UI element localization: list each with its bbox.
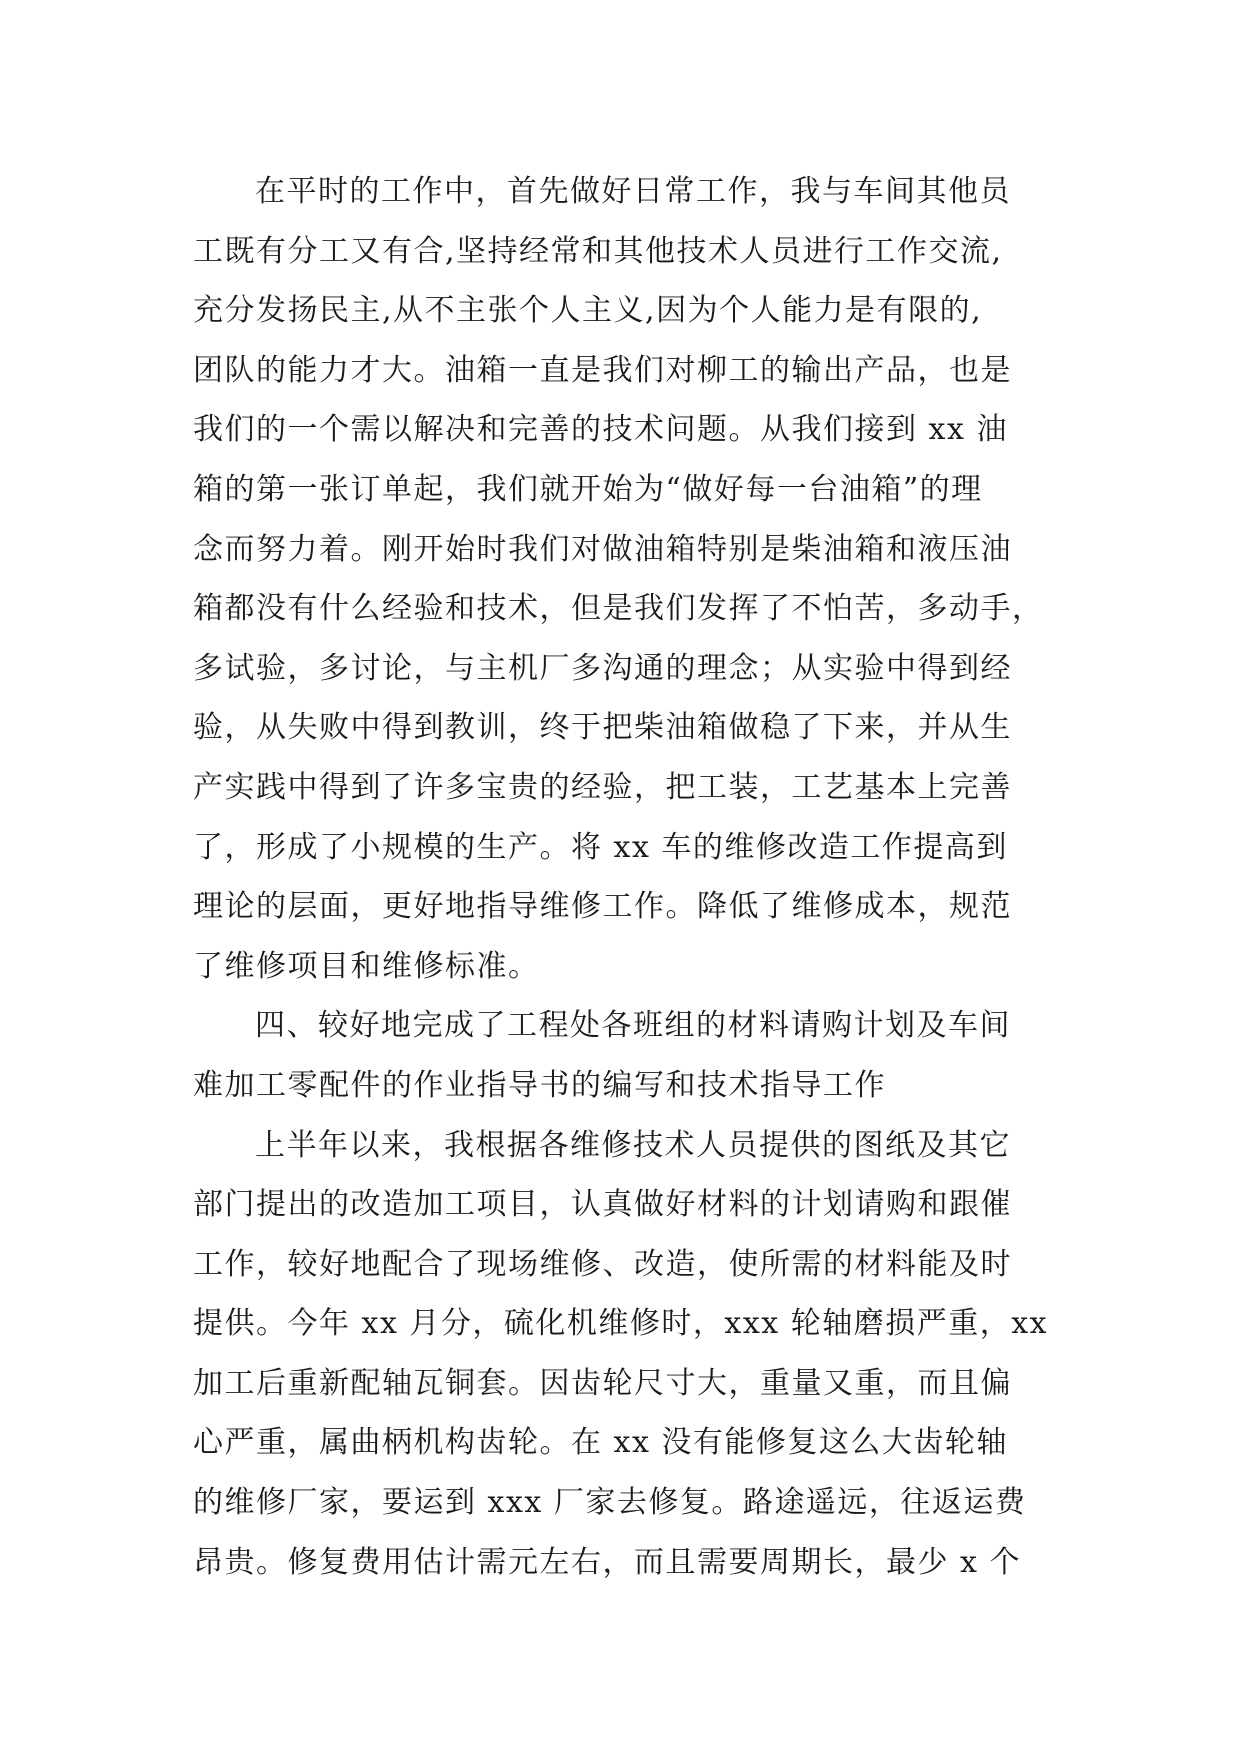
paragraph-line: 了维修项目和维修标准。 <box>193 948 540 984</box>
paragraph-line: 箱都没有什么经验和技术，但是我们发挥了不怕苦，多动手， <box>193 591 1044 627</box>
paragraph-line: 充分发扬民主,从不主张个人主义,因为个人能力是有限的, <box>193 293 983 329</box>
paragraph-line: 了，形成了小规模的生产。将 xx 车的维修改造工作提高到 <box>193 829 1008 865</box>
body-text <box>193 162 1073 1592</box>
paragraph-line: 昂贵。修复费用估计需元左右，而且需要周期长，最少 x 个 <box>193 1544 1021 1580</box>
paragraph-line: 心严重，属曲柄机构齿轮。在 xx 没有能修复这么大齿轮轴 <box>193 1425 1008 1461</box>
paragraph-line: 多试验，多讨论，与主机厂多沟通的理念；从实验中得到经 <box>193 650 1012 686</box>
paragraph-line: 念而努力着。刚开始时我们对做油箱特别是柴油箱和液压油 <box>193 531 1012 567</box>
paragraph-line: 我们的一个需以解决和完善的技术问题。从我们接到 xx 油 <box>193 412 1008 448</box>
paragraph-line: 提供。今年 xx 月分，硫化机维修时，xxx 轮轴磨损严重，xx <box>193 1306 1049 1342</box>
paragraph-line: 的维修厂家，要运到 xxx 厂家去修复。路途遥远，往返运费 <box>193 1485 1027 1521</box>
paragraph-line: 工作，较好地配合了现场维修、改造，使所需的材料能及时 <box>193 1246 1012 1282</box>
paragraph-line: 验，从失败中得到教训，终于把柴油箱做稳了下来，并从生 <box>193 710 1012 746</box>
paragraph-line: 产实践中得到了许多宝贵的经验，把工装，工艺基本上完善 <box>193 769 1012 805</box>
paragraph-line: 理论的层面，更好地指导维修工作。降低了维修成本，规范 <box>193 889 1012 925</box>
paragraph-line: 箱的第一张订单起，我们就开始为“做好每一台油箱”的理 <box>193 471 983 507</box>
paragraph-line: 工既有分工又有合,坚持经常和其他技术人员进行工作交流, <box>193 233 1003 269</box>
paragraph-line: 团队的能力才大。油箱一直是我们对柳工的输出产品，也是 <box>193 352 1012 388</box>
section-heading-line: 难加工零配件的作业指导书的编写和技术指导工作 <box>193 1067 886 1103</box>
paragraph-line: 加工后重新配轴瓦铜套。因齿轮尺寸大，重量又重，而且偏 <box>193 1365 1012 1401</box>
paragraph-line: 部门提出的改造加工项目，认真做好材料的计划请购和跟催 <box>193 1187 1012 1223</box>
paragraph-line: 上半年以来，我根据各维修技术人员提供的图纸及其它 <box>255 1127 1011 1163</box>
section-heading-line: 四、较好地完成了工程处各班组的材料请购计划及车间 <box>255 1008 1011 1044</box>
paragraph-line: 在平时的工作中，首先做好日常工作，我与车间其他员 <box>255 174 1011 209</box>
